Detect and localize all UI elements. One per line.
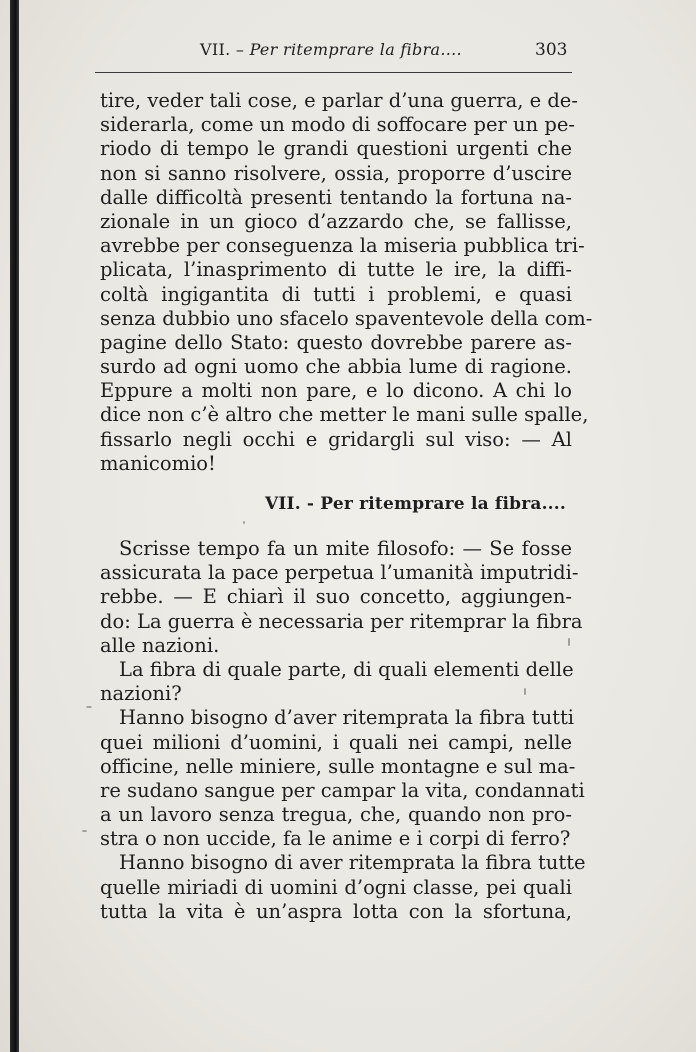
text-line: riodo di tempo le grandi questioni urgenti che	[100, 137, 572, 161]
text-line: siderarla, come un modo di soffocare per un pe-	[100, 113, 575, 137]
page-number: 303	[535, 40, 568, 60]
text-line: La fibra di quale parte, di quali elementi delle	[119, 657, 574, 681]
text-line: tire, veder tali cose, e parlar d’una guerra, e de-	[100, 89, 578, 112]
paper-speck	[243, 521, 245, 524]
text-line: dice non c’è altro che metter le mani sulle spalle,	[100, 403, 589, 427]
text-line: nazioni?	[100, 682, 182, 706]
section-body	[100, 537, 586, 924]
header-rule	[95, 72, 572, 73]
text-line: surdo ad ogni uomo che abbia lume di ragione.	[100, 355, 572, 379]
paper-speck	[82, 830, 87, 832]
paper-speck	[524, 688, 526, 695]
running-head-chapter: VII.	[200, 40, 231, 59]
text-line: Hanno bisogno d’aver ritemprata la fibra tutti	[119, 706, 575, 730]
text-line: Scrisse tempo fa un mite filosofo: — Se fosse	[119, 537, 572, 560]
text-line: dalle difficoltà presenti tentando la fortuna na-	[100, 185, 572, 209]
book-spine-shadow	[10, 0, 19, 1052]
page-header	[0, 40, 696, 66]
paragraph-continued	[100, 89, 593, 476]
running-head-title: Per ritemprare la fibra....	[249, 40, 462, 59]
text-line: quelle miriadi di uomini d’ogni classe, pei quali	[100, 875, 572, 899]
text-line: non si sanno risolvere, ossia, proporre d’uscire	[100, 161, 572, 185]
paper-speck	[86, 706, 92, 708]
running-head-separator: –	[230, 40, 250, 59]
running-head	[200, 40, 462, 59]
text-line: pagine dello Stato: questo dovrebbe parere as-	[100, 330, 572, 354]
text-line: fissarlo negli occhi e gridargli sul viso: — Al	[100, 427, 572, 451]
text-line: stra o non uccide, fa le anime e i corpi di ferro?	[100, 827, 571, 851]
paper-speck	[568, 638, 570, 646]
text-line: coltà ingigantita di tutti i problemi, e quasi	[100, 282, 572, 306]
text-line: quei milioni d’uomini, i quali nei campi, nelle	[100, 730, 572, 754]
text-line: avrebbe per conseguenza la miseria pubblica tri-	[100, 234, 585, 258]
text-line: rebbe. — E chiarì il suo concetto, aggiungen-	[100, 585, 572, 609]
text-line: Eppure a molti non pare, e lo dicono. A chi lo	[100, 379, 572, 403]
text-line: officine, nelle miniere, sulle montagne e sul ma-	[100, 754, 576, 778]
text-line: do: La guerra è necessaria per ritemprar la fibra	[100, 609, 583, 633]
section-heading: VII. - Per ritemprare la fibra....	[265, 494, 567, 514]
text-line: alle nazioni.	[100, 633, 220, 657]
text-line: tutta la vita è un’aspra lotta con la sfortuna,	[100, 899, 572, 923]
text-line: a un lavoro senza tregua, che, quando non pro-	[100, 803, 572, 827]
text-line: Hanno bisogno di aver ritemprata la fibra tutte	[119, 851, 586, 875]
text-line: zionale in un gioco d’azzardo che, se fallisse,	[100, 209, 572, 233]
text-line: plicata, l’inasprimento di tutte le ire, la diffi-	[100, 258, 572, 282]
text-line: senza dubbio uno sfacelo spaventevole della com-	[100, 306, 593, 330]
text-line: assicurata la pace perpetua l’umanità imputridi-	[100, 561, 579, 585]
text-line: manicomio!	[100, 451, 216, 475]
text-line: re sudano sangue per campar la vita, condannati	[100, 778, 585, 802]
